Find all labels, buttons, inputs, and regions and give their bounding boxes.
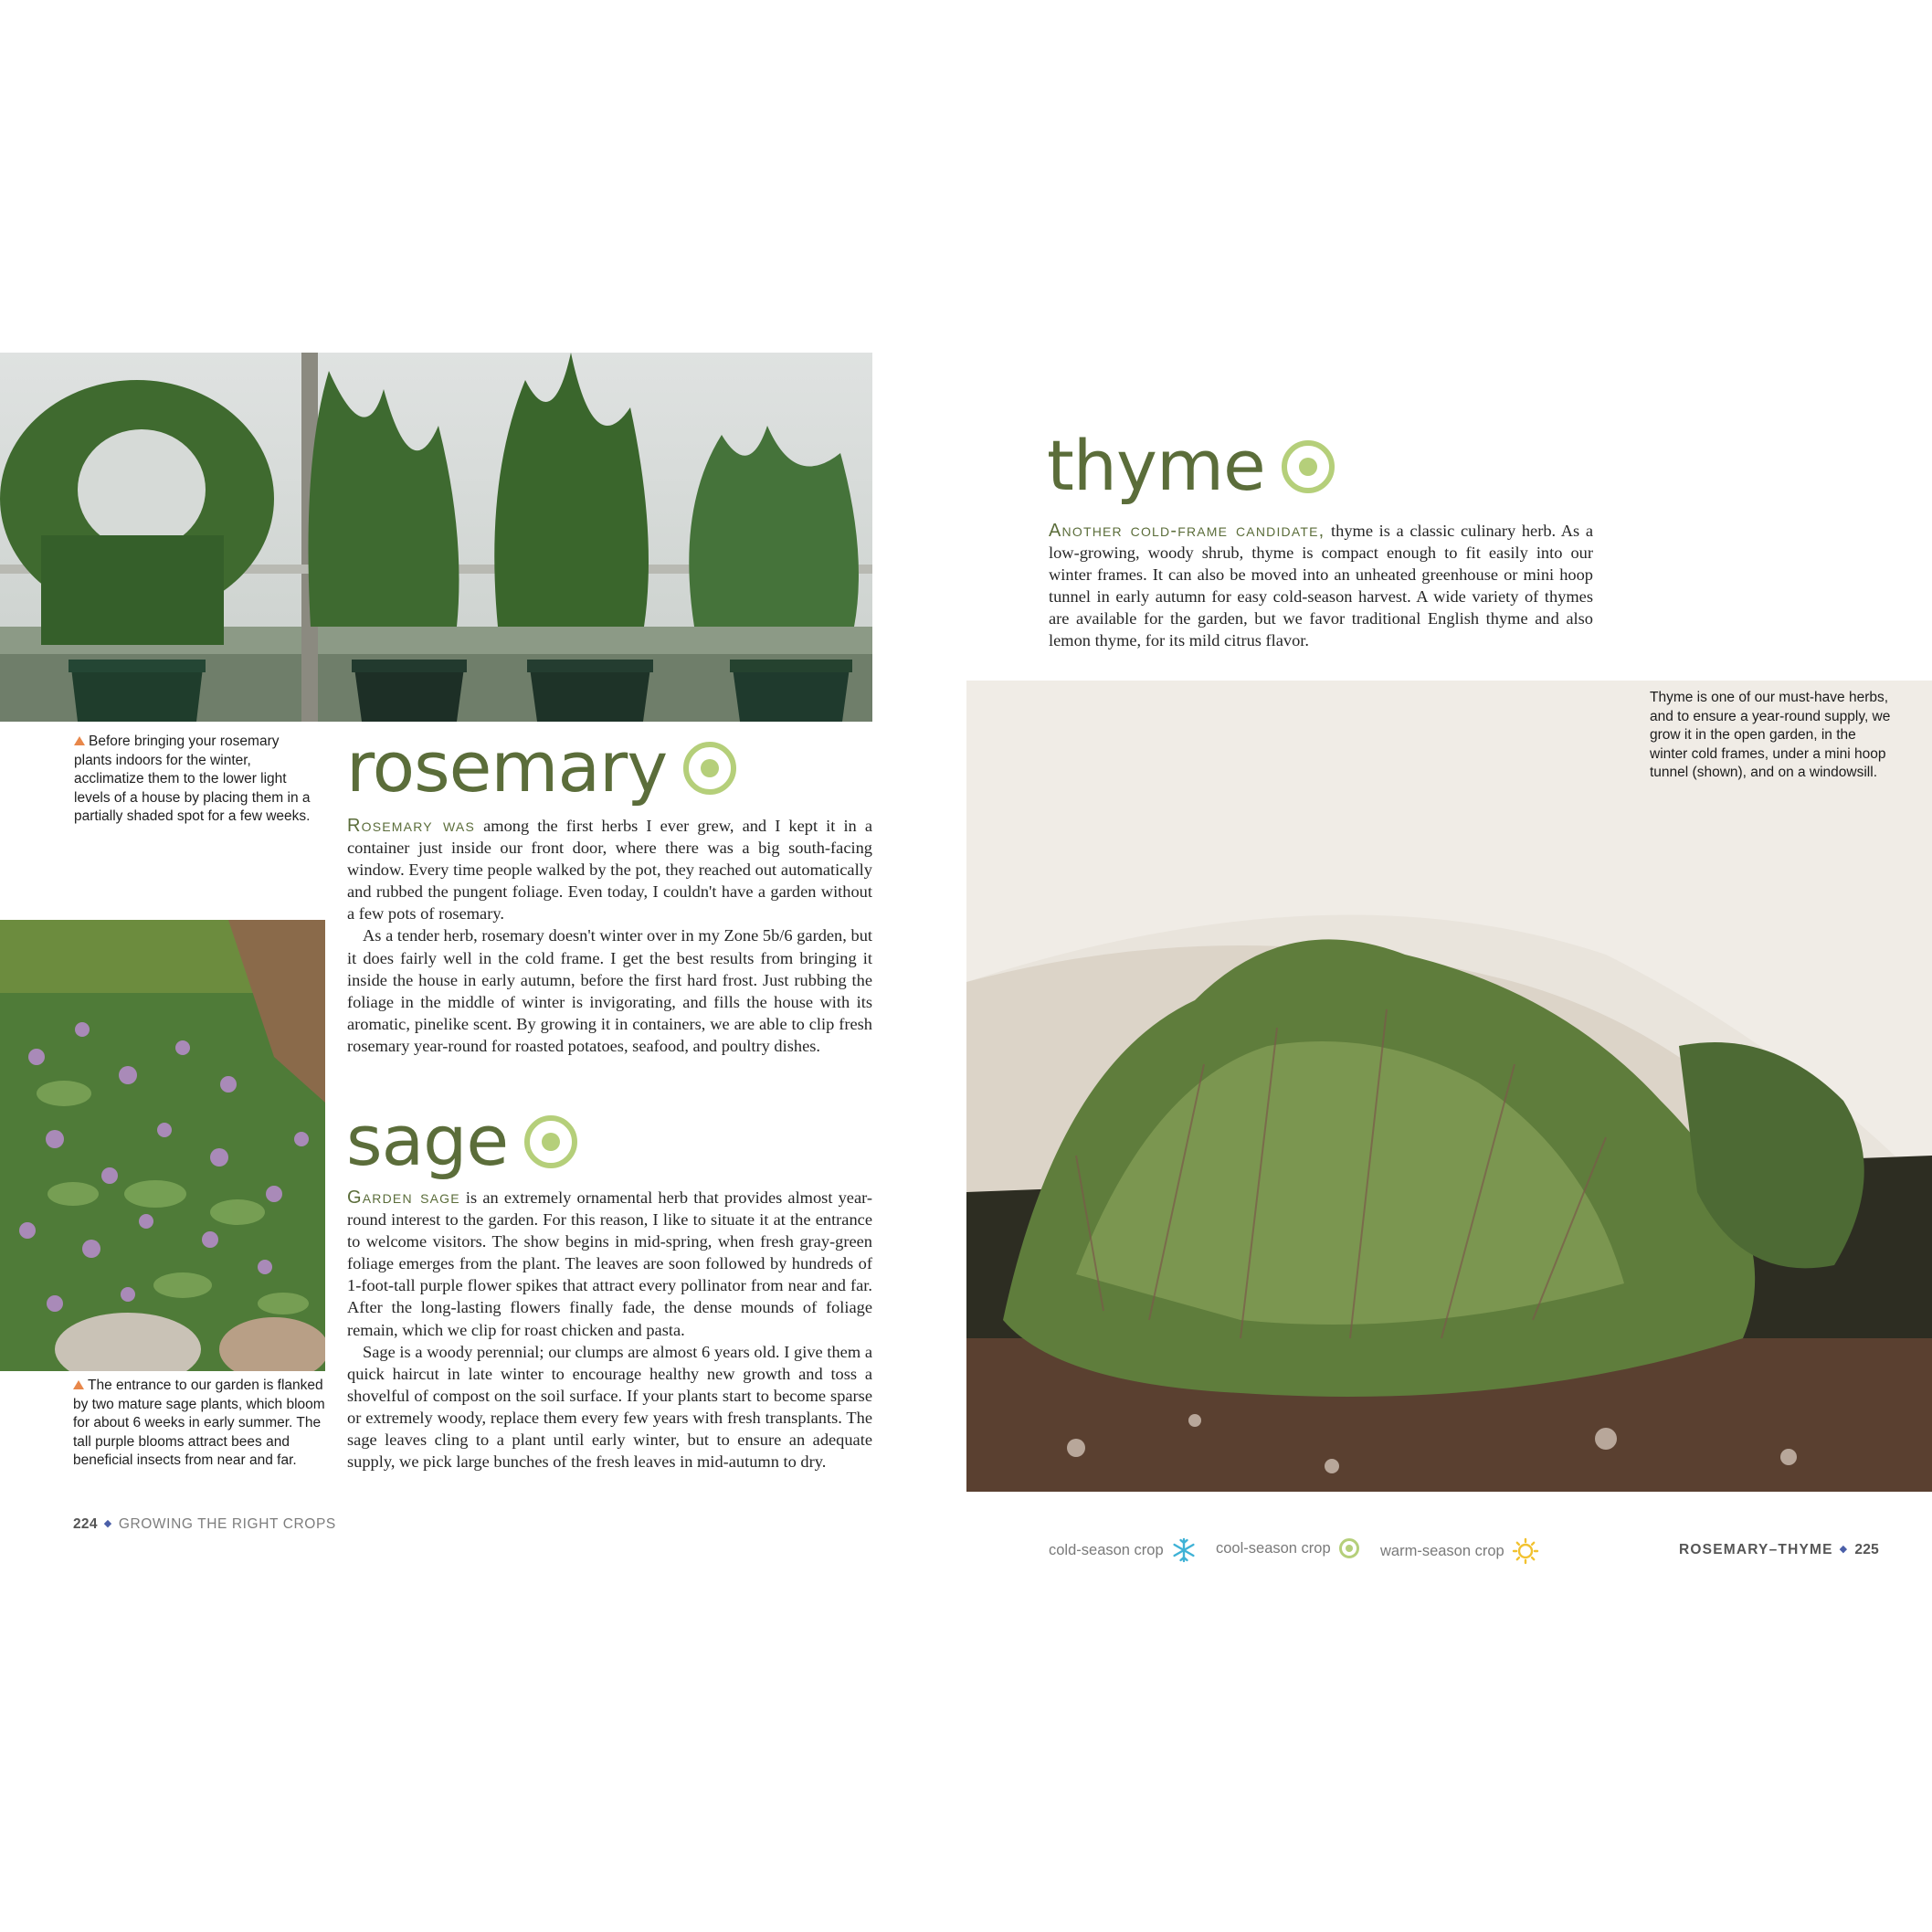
triangle-marker-icon — [74, 736, 85, 745]
sage-paragraph-1: Garden sage is an extremely ornamental herb that provides almost year-round interest to the garden. For this reason, I like to situate it at the entrance to welcome visitors. The show begins in mid-spring, when fresh gray-green foliage emerges from the plant. The leaves are soon followed by hundreds of 1-foot-tall purple flower spikes that attract every pollinator from near and far. After the long-lasting flowers finally fade, the dense mounds of foliage remain, which we clip for roast chicken and pasta. — [347, 1188, 872, 1339]
left-page-footer — [73, 1516, 336, 1533]
diamond-icon: ◆ — [103, 1518, 112, 1529]
rosemary-paragraph-2: As a tender herb, rosemary doesn't winter over in my Zone 5b/6 garden, but it does fairly well in the cold frame. I get the best results from bringing it inside the house in early autumn, before the first hard frost. Just rubbing the foliage in the middle of winter is invigorating, and fills the house with its aromatic, pinelike scent. By growing it in containers, we are able to clip fresh rosemary year-round for roasted potatoes, seafood, and poultry dishes. — [347, 926, 872, 1055]
sage-photo — [0, 920, 325, 1371]
sage-body — [347, 1187, 872, 1473]
thyme-photo — [966, 681, 1932, 1492]
page-number: 224 — [73, 1516, 98, 1532]
rosemary-paragraph-1: Rosemary was among the first herbs I ever grew, and I kept it in a container just inside our front door, where there was a big south-facing window. Every time people walked by the pot, they reached out automatically and rubbed the pungent foliage. Even today, I couldn't have a garden without a few pots of rosemary. — [347, 816, 872, 924]
rosemary-photo — [0, 353, 872, 722]
legend-label: warm-season crop — [1380, 1542, 1504, 1559]
rosemary-heading: rosemary — [346, 731, 736, 804]
thyme-heading: thyme — [1047, 429, 1335, 502]
legend-label: cold-season crop — [1049, 1541, 1164, 1558]
section-title: GROWING THE RIGHT CROPS — [118, 1516, 336, 1532]
sage-paragraph-2: Sage is a woody perennial; our clumps are almost 6 years old. I give them a quick haircut in late winter to encourage healthy new growth and toss a shovelful of compost on the soil surface. If your plants start to become sparse or extremely woody, replace them every few years with fresh transplants. The sage leaves cling to a plant until early winter, but to ensure an adequate supply, we pick large bunches of the fresh leaves in mid-autumn to dry. — [347, 1342, 872, 1472]
snowflake-icon — [1171, 1537, 1197, 1563]
cool-season-icon — [1282, 440, 1335, 493]
rosemary-body — [347, 815, 872, 1057]
target-ring-icon — [1338, 1537, 1360, 1559]
cool-season-icon — [524, 1115, 577, 1168]
legend-warm-season — [1380, 1537, 1539, 1565]
sage-heading: sage — [346, 1104, 577, 1177]
legend-cool-season — [1216, 1537, 1360, 1559]
triangle-marker-icon — [73, 1380, 84, 1389]
sun-icon — [1512, 1537, 1539, 1565]
section-title: ROSEMARY–THYME — [1679, 1542, 1833, 1557]
cool-season-icon — [683, 742, 736, 795]
thyme-paragraph-1: Another cold-frame candidate, thyme is a classic culinary herb. As a low-growing, woody shrub, thyme is compact enough to fit easily into our winter frames. It can also be moved into an unheated greenhouse or mini hoop tunnel in early autumn for easy cold-season harvest. A wide variety of thymes are available for the garden, but we favor traditional English thyme and also lemon thyme, for its mild citrus flavor. — [1049, 521, 1593, 650]
thyme-body — [1049, 520, 1593, 652]
thyme-caption: Thyme is one of our must-have herbs, and to ensure a year-round supply, we grow it in the open garden, in the winter cold frames, under a mini hoop tunnel (shown), and on a windowsill. — [1650, 690, 1891, 780]
legend-cold-season — [1049, 1537, 1197, 1563]
diamond-icon: ◆ — [1839, 1544, 1849, 1555]
sage-caption: The entrance to our garden is flanked by two mature sage plants, which bloom for about 6 weeks in early summer. The tall purple blooms attract bees and beneficial insects from near and far. — [73, 1378, 325, 1468]
page-number: 225 — [1854, 1542, 1880, 1557]
right-page-footer — [1679, 1542, 1879, 1558]
legend-label: cool-season crop — [1216, 1539, 1331, 1557]
rosemary-caption: Before bringing your rosemary plants indoors for the winter, acclimatize them to the lower light levels of a house by placing them in a partially shaded spot for a few weeks. — [74, 734, 311, 824]
